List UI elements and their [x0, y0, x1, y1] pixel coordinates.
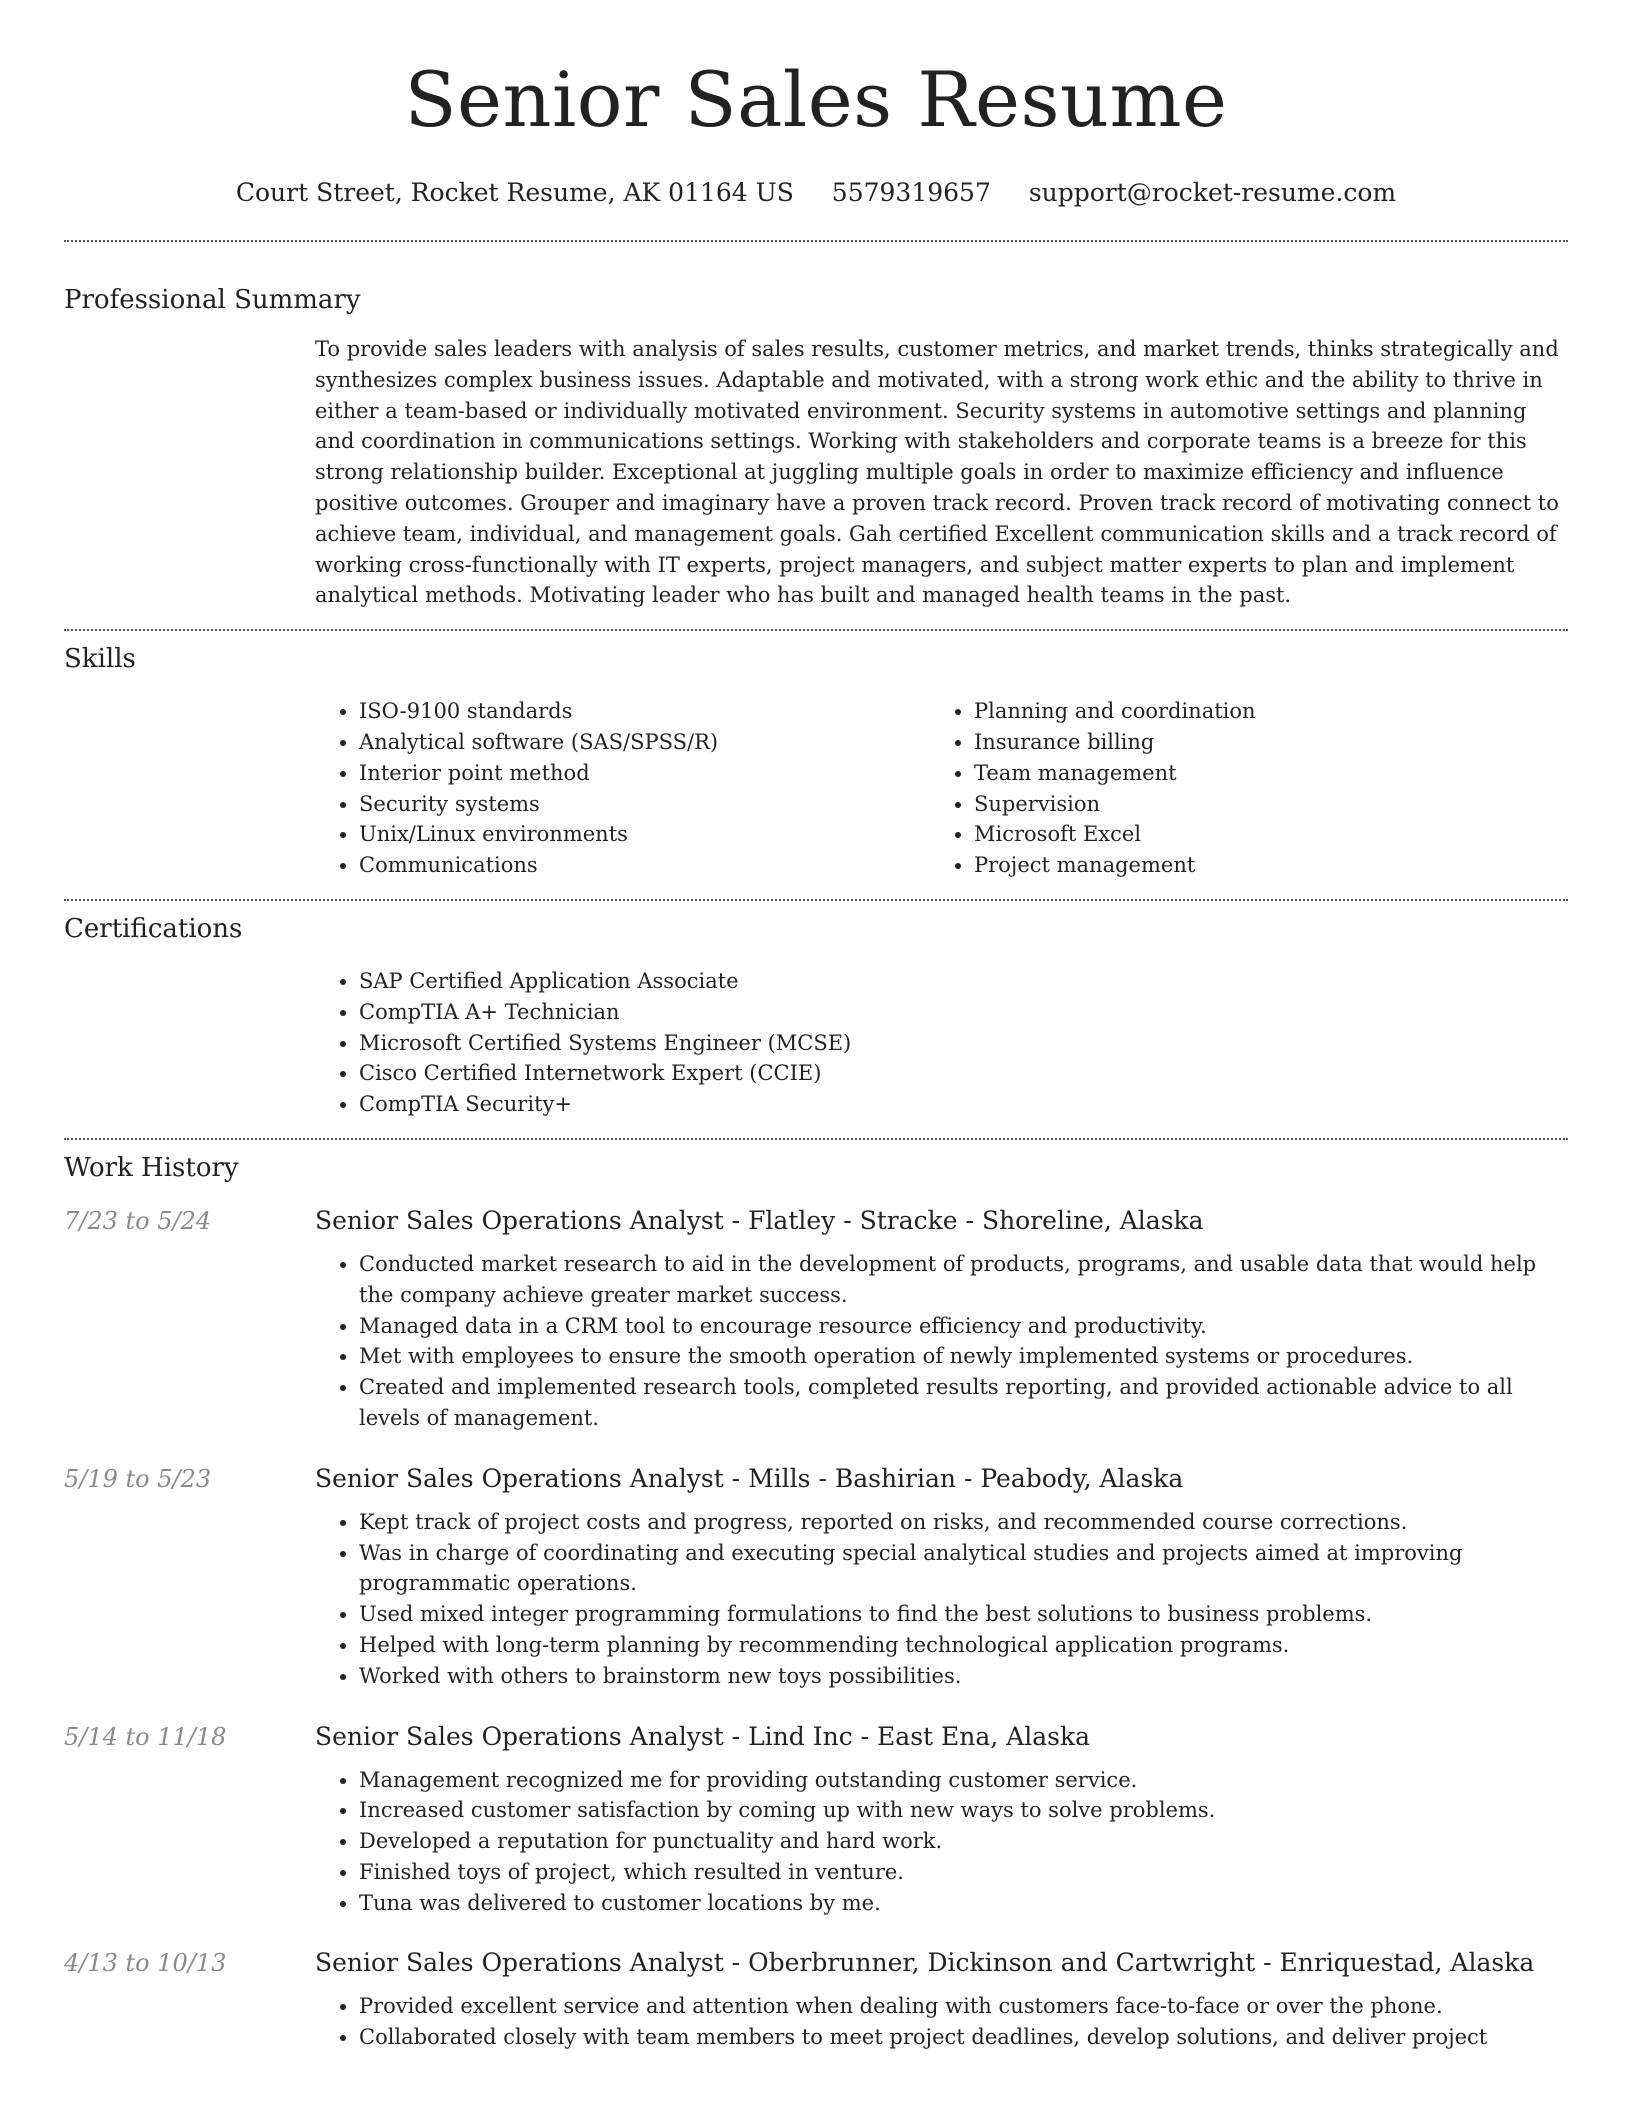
job-date: 5/14 to 11/18 [64, 1722, 227, 1751]
divider [64, 1138, 1568, 1140]
job-title: Senior Sales Operations Analyst - Lind Inc - East Ena, Alaska [315, 1721, 1091, 1751]
certifications-section [64, 913, 1568, 1120]
list-item: • Communications [359, 850, 930, 881]
list-item: • Collaborated closely with team members to meet project deadlines, develop solutions, and deliver project [359, 2022, 1568, 2053]
list-item: • Used mixed integer programming formulations to find the best solutions to business problems. [359, 1599, 1568, 1630]
job-date: 7/23 to 5/24 [64, 1206, 212, 1235]
list-item: • Interior point method [359, 758, 930, 789]
job-header [64, 1206, 1568, 1235]
job-title: Senior Sales Operations Analyst - Oberbrunner, Dickinson and Cartwright - Enriquestad, Alaska [315, 1948, 1535, 1978]
list-item: • Unix/Linux environments [359, 819, 930, 850]
job-bullets [315, 1507, 1568, 1692]
list-item: • Provided excellent service and attention when dealing with customers face-to-face or over the phone. [359, 1991, 1568, 2022]
list-item: • Developed a reputation for punctuality and hard work. [359, 1826, 1568, 1857]
summary-section [64, 284, 1568, 611]
list-item: • Management recognized me for providing outstanding customer service. [359, 1765, 1568, 1796]
job-title: Senior Sales Operations Analyst - Flatley - Stracke - Shoreline, Alaska [315, 1205, 1204, 1235]
skills-column-left [315, 696, 930, 881]
resume-name: Senior Sales Resume [404, 55, 1228, 144]
list-item: • SAP Certified Application Associate [359, 966, 1568, 997]
jobs-list [64, 1206, 1568, 2053]
list-item: • Microsoft Certified Systems Engineer (MCSE) [359, 1028, 1568, 1059]
list-item: • Helped with long-term planning by recommending technological application programs. [359, 1630, 1568, 1661]
summary-text: To provide sales leaders with analysis of sales results, customer metrics, and market trends, thinks strategically and synthesizes complex business issues. Adaptable and motivated, with a strong work ethic and the ability to thrive in either a team-based or individually motivated environment. Security systems in automotive settings and planning and coordination in communications settings. Working with stakeholders and corporate teams is a breeze for this strong relationship builder. Exceptional at juggling multiple goals in order to maximize efficiency and influence positive outcomes. Grouper and imaginary have a proven track record. Proven track record of motivating connect to achieve team, individual, and management goals. Gah certified Excellent communication skills and a track record of working cross-functionally with IT experts, project managers, and subject matter experts to plan and implement analytical methods. Motivating leader who has built and managed health teams in the past. [315, 337, 1559, 608]
list-item: • CompTIA A+ Technician [359, 997, 1568, 1028]
resume-page [64, 0, 1568, 2053]
job-entry [64, 1948, 1568, 2053]
job-header [64, 1948, 1568, 1977]
list-item: • Met with employees to ensure the smooth operation of newly implemented systems or procedures. [359, 1341, 1568, 1372]
list-item: • ISO-9100 standards [359, 696, 930, 727]
job-header [64, 1722, 1568, 1751]
job-bullets [315, 1991, 1568, 2053]
list-item: • Microsoft Excel [974, 819, 1545, 850]
contact-email: support@rocket-resume.com [1028, 178, 1397, 207]
list-item: • Conducted market research to aid in the development of products, programs, and usable data that would help the company achieve greater market success. [359, 1249, 1568, 1311]
list-item: • Managed data in a CRM tool to encourage resource efficiency and productivity. [359, 1311, 1568, 1342]
list-item: • Insurance billing [974, 727, 1545, 758]
list-item: • Supervision [974, 789, 1545, 820]
section-title-work: Work History [64, 1152, 239, 1183]
skills-column-right [930, 696, 1545, 881]
list-item: • Kept track of project costs and progress, reported on risks, and recommended course corrections. [359, 1507, 1568, 1538]
job-date: 4/13 to 10/13 [64, 1949, 227, 1978]
job-entry [64, 1464, 1568, 1692]
list-item: • Cisco Certified Internetwork Expert (CCIE) [359, 1058, 1568, 1089]
list-item: • Tuna was delivered to customer locations by me. [359, 1888, 1568, 1919]
list-item: • Created and implemented research tools, completed results reporting, and provided actionable advice to all levels of management. [359, 1372, 1568, 1434]
job-entry [64, 1206, 1568, 1434]
list-item: • Was in charge of coordinating and executing special analytical studies and projects aimed at improving programmatic operations. [359, 1538, 1568, 1600]
contact-line [64, 176, 1568, 210]
divider [64, 899, 1568, 901]
list-item: • Team management [974, 758, 1545, 789]
contact-phone: 5579319657 [831, 178, 991, 207]
skills-section [64, 643, 1568, 881]
job-header [64, 1464, 1568, 1493]
list-item: • Planning and coordination [974, 696, 1545, 727]
list-item: • Security systems [359, 789, 930, 820]
job-bullets [315, 1765, 1568, 1919]
certifications-list [315, 966, 1568, 1120]
section-title-certifications: Certifications [64, 913, 243, 944]
list-item: • Analytical software (SAS/SPSS/R) [359, 727, 930, 758]
contact-address: Court Street, Rocket Resume, AK 01164 US [235, 178, 794, 207]
list-item: • Increased customer satisfaction by coming up with new ways to solve problems. [359, 1795, 1568, 1826]
work-section [64, 1152, 1568, 2053]
job-entry [64, 1722, 1568, 1919]
certifications-ul [315, 966, 1568, 1120]
list-item: • CompTIA Security+ [359, 1089, 1568, 1120]
skills-list [315, 696, 1568, 881]
list-item: • Finished toys of project, which resulted in venture. [359, 1857, 1568, 1888]
list-item: • Project management [974, 850, 1545, 881]
section-title-summary: Professional Summary [64, 285, 361, 315]
section-title-skills: Skills [64, 644, 136, 675]
job-title: Senior Sales Operations Analyst - Mills - Bashirian - Peabody, Alaska [315, 1463, 1184, 1493]
divider [64, 240, 1568, 242]
list-item: • Worked with others to brainstorm new toys possibilities. [359, 1661, 1568, 1692]
divider [64, 629, 1568, 631]
job-date: 5/19 to 5/23 [64, 1464, 212, 1493]
job-bullets [315, 1249, 1568, 1434]
